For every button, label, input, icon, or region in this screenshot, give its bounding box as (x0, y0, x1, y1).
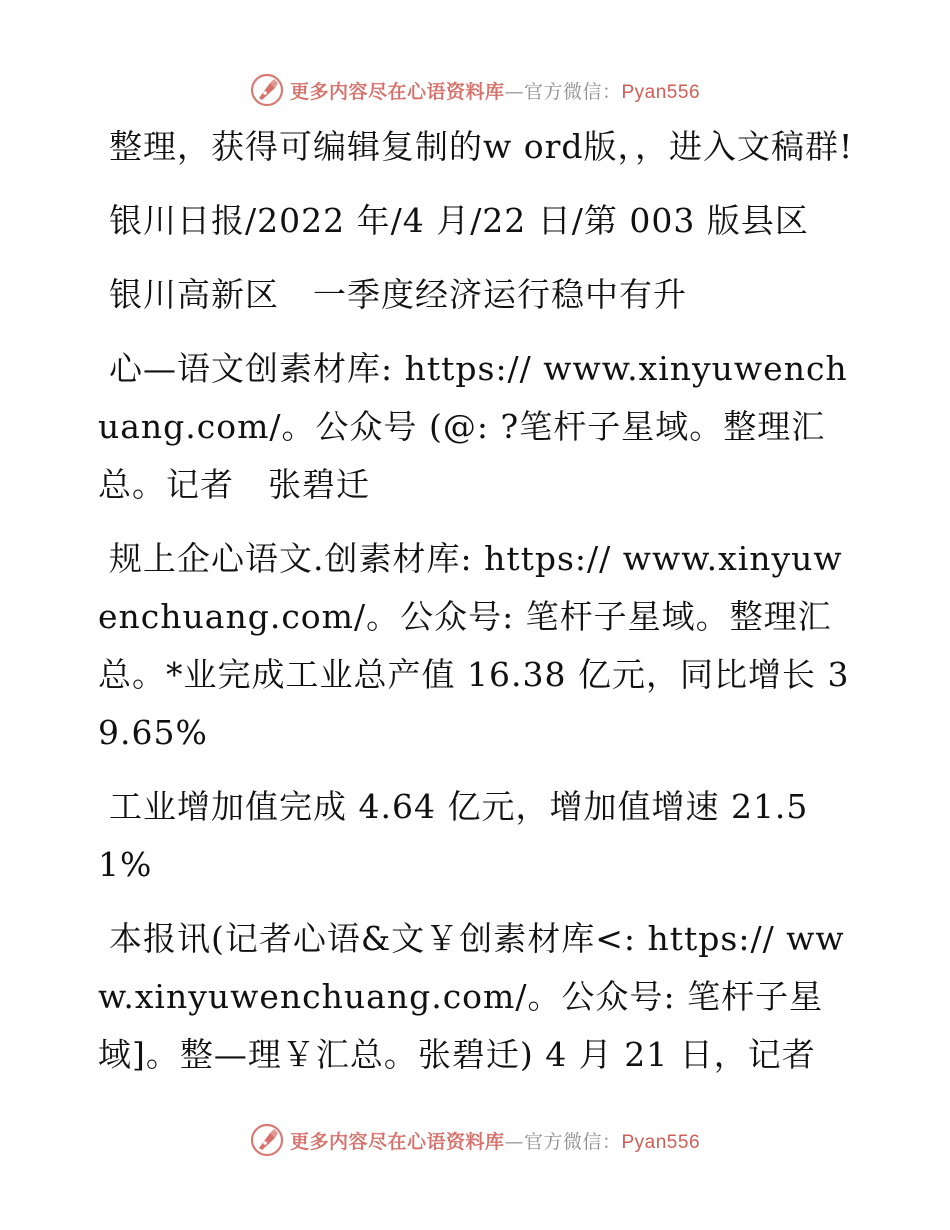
banner-wechat-label: 官方微信： (523, 80, 622, 103)
banner-site-name: 更多内容尽在心语资料库 (289, 1130, 505, 1153)
header-banner (0, 70, 950, 110)
document-body (98, 118, 858, 1100)
paragraph-subhead-2: 工业增加值完成 4.64 亿元，增加值增速 21.51% (98, 787, 809, 884)
banner-wechat-id: Pyan556 (621, 1131, 701, 1153)
footer-banner (0, 1120, 950, 1160)
banner-dash: — (504, 80, 524, 103)
header-banner-inner (250, 73, 700, 107)
banner-dash: — (504, 1130, 524, 1153)
paragraph-body: 本报讯(记者心语&文￥创素材库<: https:// www.xinyuwenchuang.com/。公众号: 笔杆子星域]。整—理￥汇总。张碧迁) 4 月 21 日，记者 (98, 919, 845, 1074)
banner-text (290, 77, 700, 104)
pen-nib-logo-icon (250, 1123, 284, 1157)
banner-text (290, 1127, 700, 1154)
footer-banner-inner (250, 1123, 700, 1157)
banner-wechat-label: 官方微信： (523, 1130, 622, 1153)
paragraph-source: 银川日报/2022 年/4 月/22 日/第 003 版县区 (109, 201, 809, 240)
pen-nib-logo-icon (250, 73, 284, 107)
paragraph-byline: 心—语文创素材库: https:// www.xinyuwenchuang.com/。公众号 (@: ?笔杆子星域。整理汇总。记者 张碧迁 (98, 349, 848, 504)
banner-site-name: 更多内容尽在心语资料库 (289, 80, 505, 103)
banner-wechat-id: Pyan556 (621, 81, 701, 103)
paragraph-intro: 整理，获得可编辑复制的w ord版，，进入文稿群! (109, 127, 854, 166)
paragraph-headline: 银川高新区 一季度经济运行稳中有升 (109, 275, 687, 314)
paragraph-subhead-1: 规上企心语文.创素材库: https:// www.xinyuwenchuang.com/。公众号: 笔杆子星域。整理汇总。*业完成工业总产值 16.38 亿元，同比增长 39.65% (98, 539, 850, 752)
